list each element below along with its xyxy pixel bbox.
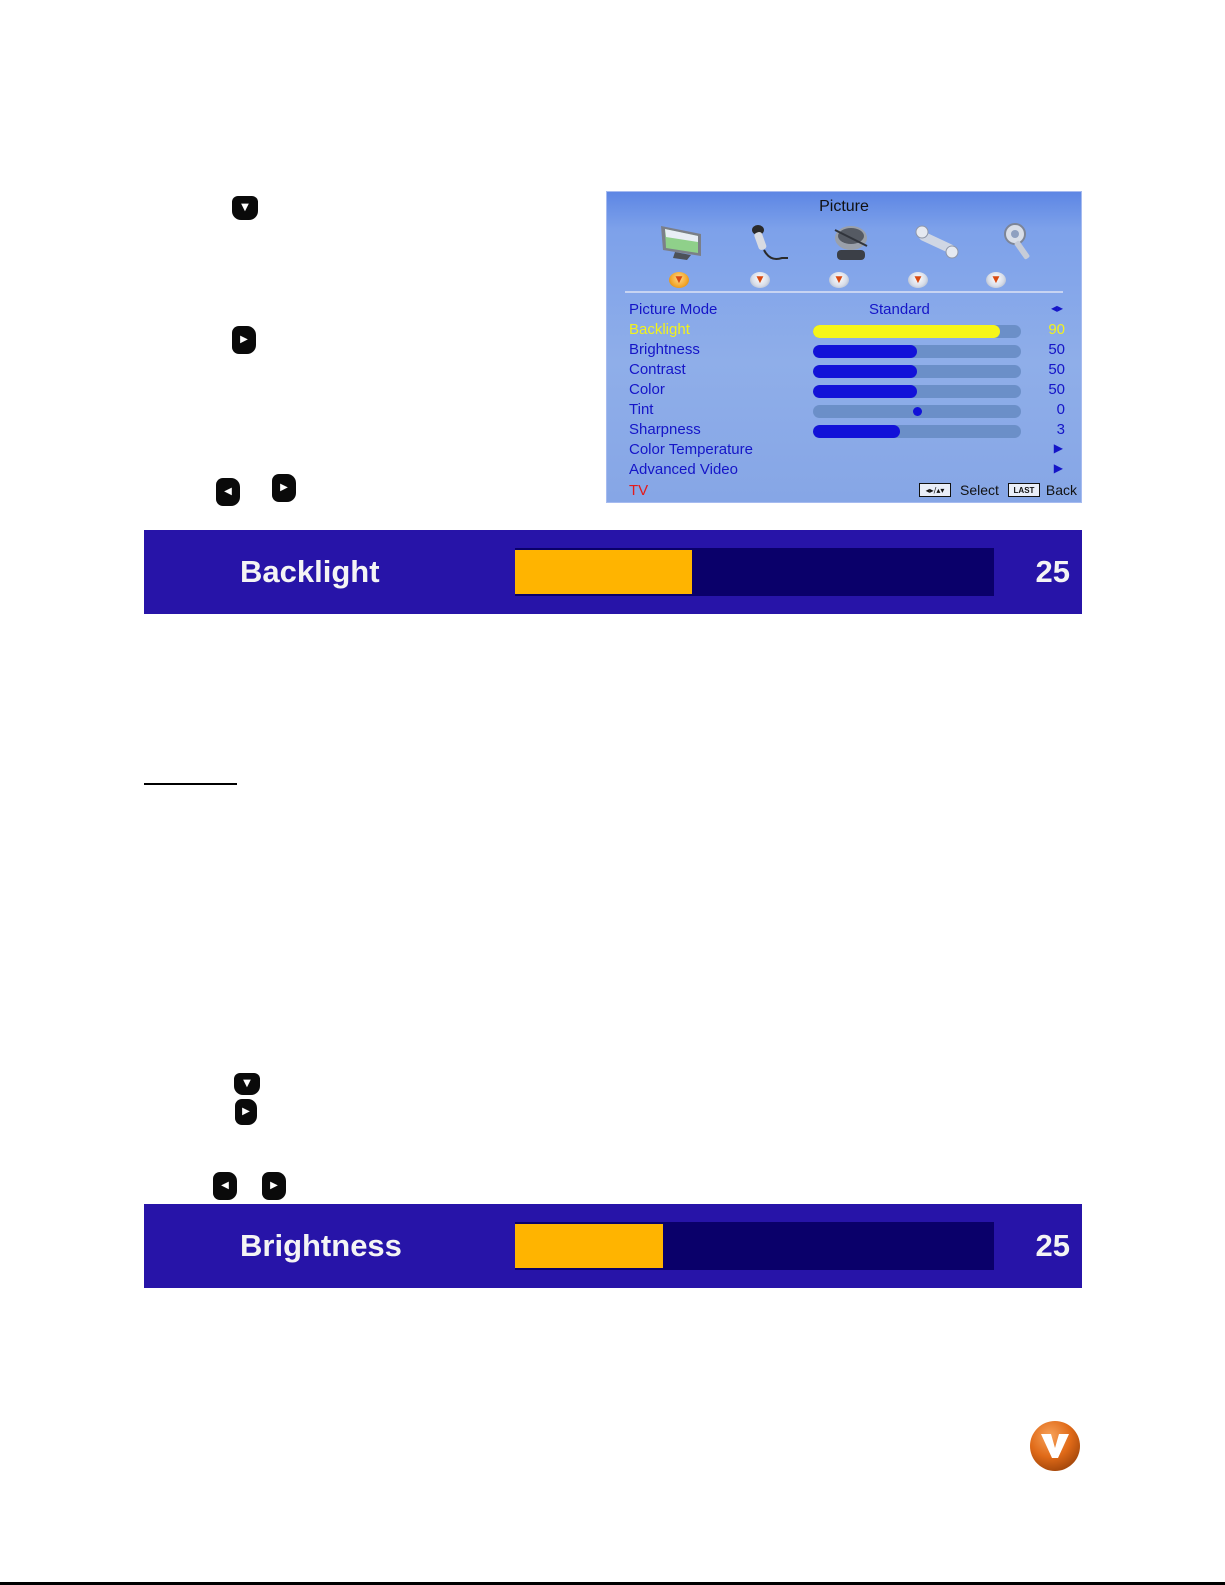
brightness-banner-value: 25 — [1035, 1228, 1070, 1263]
brightness-label: Brightness — [629, 341, 700, 358]
chevron-down-icon: ▼ — [914, 274, 922, 285]
select-hint: Select — [960, 482, 999, 498]
brand-logo-icon — [1029, 1420, 1081, 1472]
brightness-row[interactable] — [629, 341, 1065, 361]
tint-label: Tint — [629, 401, 654, 418]
backlight-value: 90 — [1048, 321, 1065, 338]
setup-tab-marker — [908, 272, 928, 288]
back-hint: Back — [1045, 482, 1077, 498]
right-arrow-icon: ▶ — [280, 482, 288, 493]
osd-divider — [625, 291, 1063, 293]
picture-menu-osd — [606, 191, 1082, 503]
chevron-down-icon: ▼ — [992, 274, 1000, 285]
backlight-banner-slider[interactable] — [515, 548, 994, 596]
down-arrow-icon: ▼ — [241, 202, 249, 213]
osd-title: Picture — [819, 198, 869, 215]
right-key-icon — [262, 1172, 286, 1200]
section-heading-underline — [144, 783, 237, 785]
backlight-slider[interactable] — [813, 325, 1021, 338]
color-temperature-label: Color Temperature — [629, 441, 753, 458]
picture-mode-row[interactable] — [629, 301, 1065, 321]
color-slider-fill — [813, 385, 917, 398]
right-arrow-icon: ▶ — [270, 1180, 278, 1191]
color-slider[interactable] — [813, 385, 1021, 398]
color-temperature-row[interactable] — [629, 441, 1065, 461]
left-key-icon — [216, 478, 240, 506]
picture-mode-label: Picture Mode — [629, 301, 718, 318]
down-arrow-icon: ▼ — [243, 1078, 251, 1089]
backlight-adjust-banner — [144, 530, 1082, 614]
backlight-slider-fill — [813, 325, 1000, 338]
parental-tab-icon[interactable] — [997, 220, 1047, 264]
brightness-slider[interactable] — [813, 345, 1021, 358]
color-label: Color — [629, 381, 665, 398]
setup-tab-icon[interactable] — [912, 220, 962, 264]
osd-footer — [629, 482, 1077, 500]
contrast-label: Contrast — [629, 361, 686, 378]
color-value: 50 — [1048, 381, 1065, 398]
right-arrow-icon: ▶ — [240, 334, 248, 345]
sharpness-slider[interactable] — [813, 425, 1021, 438]
backlight-banner-fill — [515, 550, 692, 594]
picture-mode-value: Standard — [869, 301, 930, 318]
picture-tab-icon[interactable] — [657, 220, 707, 264]
right-key-icon — [232, 326, 256, 354]
down-key-icon — [234, 1073, 260, 1095]
parental-tab-marker — [986, 272, 1006, 288]
color-row[interactable] — [629, 381, 1065, 401]
backlight-label: Backlight — [629, 321, 690, 338]
brightness-value: 50 — [1048, 341, 1065, 358]
contrast-value: 50 — [1048, 361, 1065, 378]
tv-tab-marker — [829, 272, 849, 288]
audio-tab-icon[interactable] — [742, 220, 792, 264]
brightness-banner-slider[interactable] — [515, 1222, 994, 1270]
tint-value: 0 — [1056, 401, 1065, 418]
right-arrow-icon: ▶ — [242, 1106, 250, 1117]
brightness-slider-fill — [813, 345, 917, 358]
backlight-row[interactable] — [629, 321, 1065, 341]
contrast-slider-fill — [813, 365, 917, 378]
backlight-banner-label: Backlight — [240, 554, 380, 589]
tint-slider-knob — [913, 407, 922, 416]
left-arrow-icon: ◀ — [224, 486, 232, 497]
submenu-arrow-icon: ▶ — [1053, 461, 1063, 475]
backlight-banner-value: 25 — [1035, 554, 1070, 589]
tint-row[interactable] — [629, 401, 1065, 421]
advanced-video-row[interactable] — [629, 461, 1065, 481]
menu-tab-icons — [657, 220, 1037, 264]
contrast-row[interactable] — [629, 361, 1065, 381]
sharpness-value: 3 — [1056, 421, 1065, 438]
brightness-banner-label: Brightness — [240, 1228, 402, 1263]
navigation-key-icon: ◂▸/▴▾ — [919, 483, 951, 497]
tint-slider[interactable] — [813, 405, 1021, 418]
chevron-down-icon: ▼ — [756, 274, 764, 285]
input-source-label: TV — [629, 482, 649, 499]
right-key-icon — [272, 474, 296, 502]
left-arrow-icon: ◀ — [221, 1180, 229, 1191]
right-key-icon — [235, 1099, 257, 1125]
down-key-icon — [232, 196, 258, 220]
submenu-arrow-icon: ▶ — [1053, 441, 1063, 455]
picture-tab-marker — [669, 272, 689, 288]
brightness-banner-fill — [515, 1224, 663, 1268]
left-right-arrow-icon: ◂▸ — [1050, 301, 1063, 315]
chevron-down-icon: ▼ — [835, 274, 843, 285]
audio-tab-marker — [750, 272, 770, 288]
sharpness-slider-fill — [813, 425, 900, 438]
left-key-icon — [213, 1172, 237, 1200]
tv-tab-icon[interactable] — [827, 220, 877, 264]
last-key-icon: LAST — [1008, 483, 1040, 497]
advanced-video-label: Advanced Video — [629, 461, 738, 478]
chevron-down-icon: ▼ — [675, 274, 683, 285]
contrast-slider[interactable] — [813, 365, 1021, 378]
sharpness-row[interactable] — [629, 421, 1065, 441]
brightness-adjust-banner — [144, 1204, 1082, 1288]
sharpness-label: Sharpness — [629, 421, 701, 438]
